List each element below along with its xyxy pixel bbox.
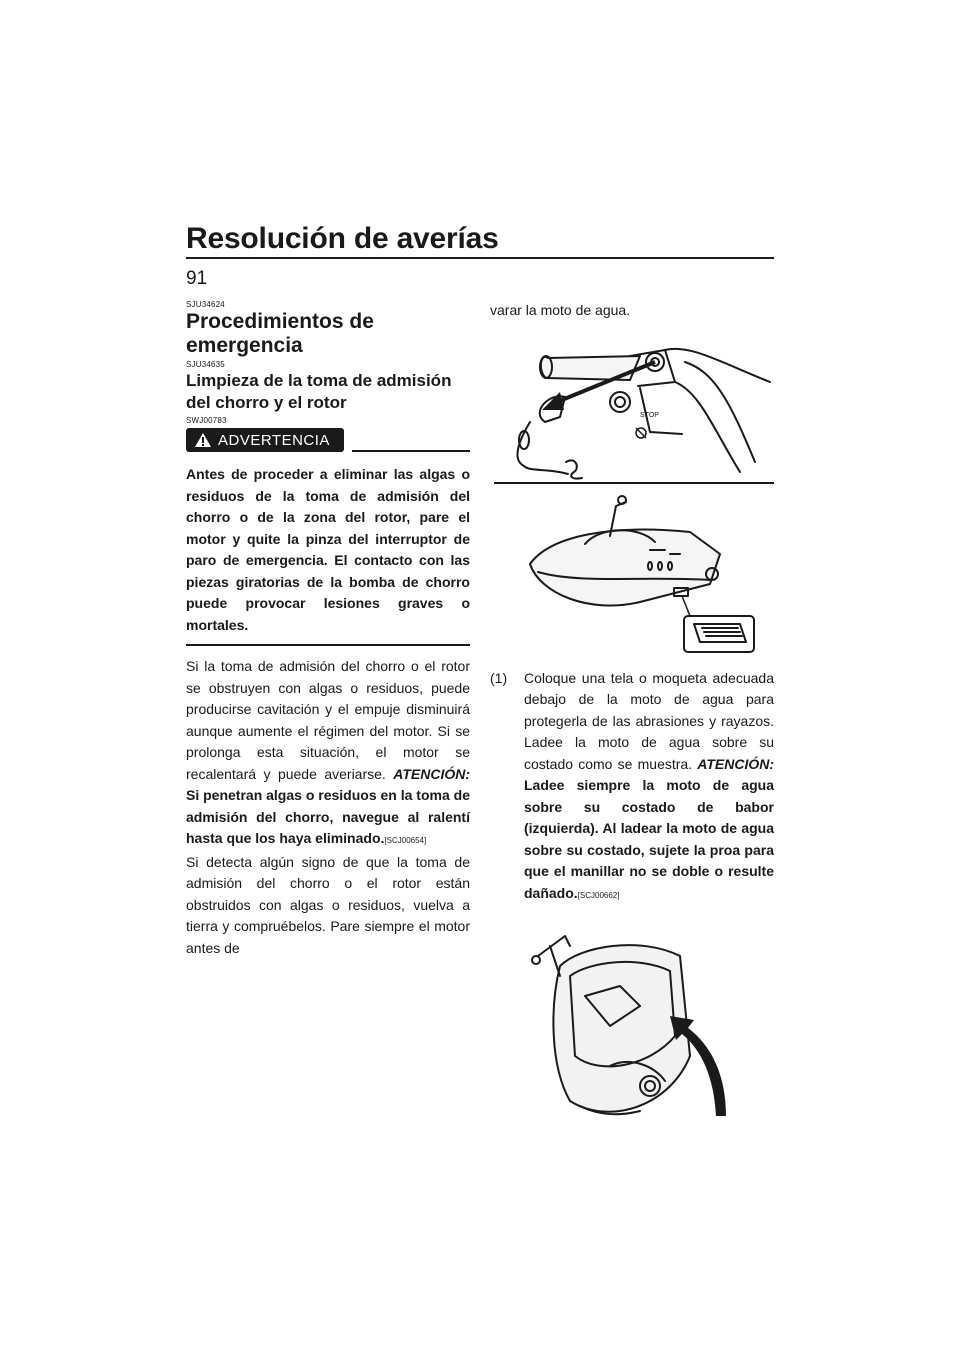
paragraph-1-text: Si la toma de admisión del chorro o el rotor se obstruyen con algas o residuos, puede producirse cavitación y el empuje disminuirá aunque aumente el régimen del motor. Si se prolonga esta situación, el motor se recalentará y puede averiarse.	[186, 658, 470, 782]
warning-text: Antes de proceder a eliminar las algas o residuos de la toma de admisión del chorro o de la zona del rotor, pare el motor y quite la pinza del interruptor de paro de emergencia. El contacto con las piezas giratorias de la bomba de chorro puede provocar lesiones graves o mortales.	[186, 464, 470, 646]
right-column	[490, 300, 774, 1136]
paragraph-2: Si detecta algún signo de que la toma de admisión del chorro o el rotor están obstruidos con algas o residuos, vuelva a tierra y compruébelos. Pare siempre el motor antes de	[186, 853, 470, 956]
warning-code: SWJ00783	[186, 416, 227, 425]
watercraft-tilted-illustration	[490, 916, 774, 1136]
paragraph-1-bold: Si penetran algas o residuos en la toma de admisión del chorro, navegue al ralentí hasta que los haya eliminado.	[186, 787, 470, 846]
warning-header	[186, 428, 470, 456]
section-code: SJU34624	[186, 300, 225, 309]
paragraph-1	[186, 656, 470, 852]
step-bold: Ladee siempre la moto de agua sobre su costado de babor (izquierda). Al ladear la moto de agua sobre su costado, sujete la proa para que el manillar no se doble o resulte dañado.	[524, 777, 774, 901]
step-ref: [SCJ00662]	[577, 890, 620, 900]
page-number: 91	[186, 268, 208, 289]
warning-label: ADVERTENCIA	[218, 431, 330, 449]
paragraph-2-end: varar la moto de agua.	[490, 302, 631, 318]
handlebar-clip-illustration	[490, 322, 774, 482]
paragraph-1-ref: [SCJ00654]	[384, 836, 427, 845]
page-title: Resolución de averías	[186, 222, 499, 255]
step-number: (1)	[490, 669, 508, 686]
step-text-plain: Coloque una tela o moqueta adecuada debajo de la moto de agua para protegerla de las abrasiones y rayazos. Ladee la moto de agua sobre su costado como se muestra.	[524, 669, 774, 772]
title-rule	[186, 257, 774, 259]
warning-triangle-icon	[194, 432, 212, 448]
subsection-code: SJU34635	[186, 360, 225, 369]
warning-badge	[186, 428, 344, 452]
step-1	[490, 668, 774, 907]
stop-label: STOP	[640, 411, 659, 419]
step-atencion: ATENCIÓN:	[697, 755, 774, 772]
warning-rule	[352, 450, 470, 452]
section-title: Procedimientos de emergencia	[186, 310, 374, 357]
watercraft-intake-illustration	[490, 484, 774, 654]
paragraph-1-atencion: ATENCIÓN:	[393, 765, 471, 782]
subsection-title: Limpieza de la toma de admisión del chorro y el rotor	[186, 371, 452, 412]
step-text	[524, 668, 774, 907]
left-column	[186, 300, 470, 959]
